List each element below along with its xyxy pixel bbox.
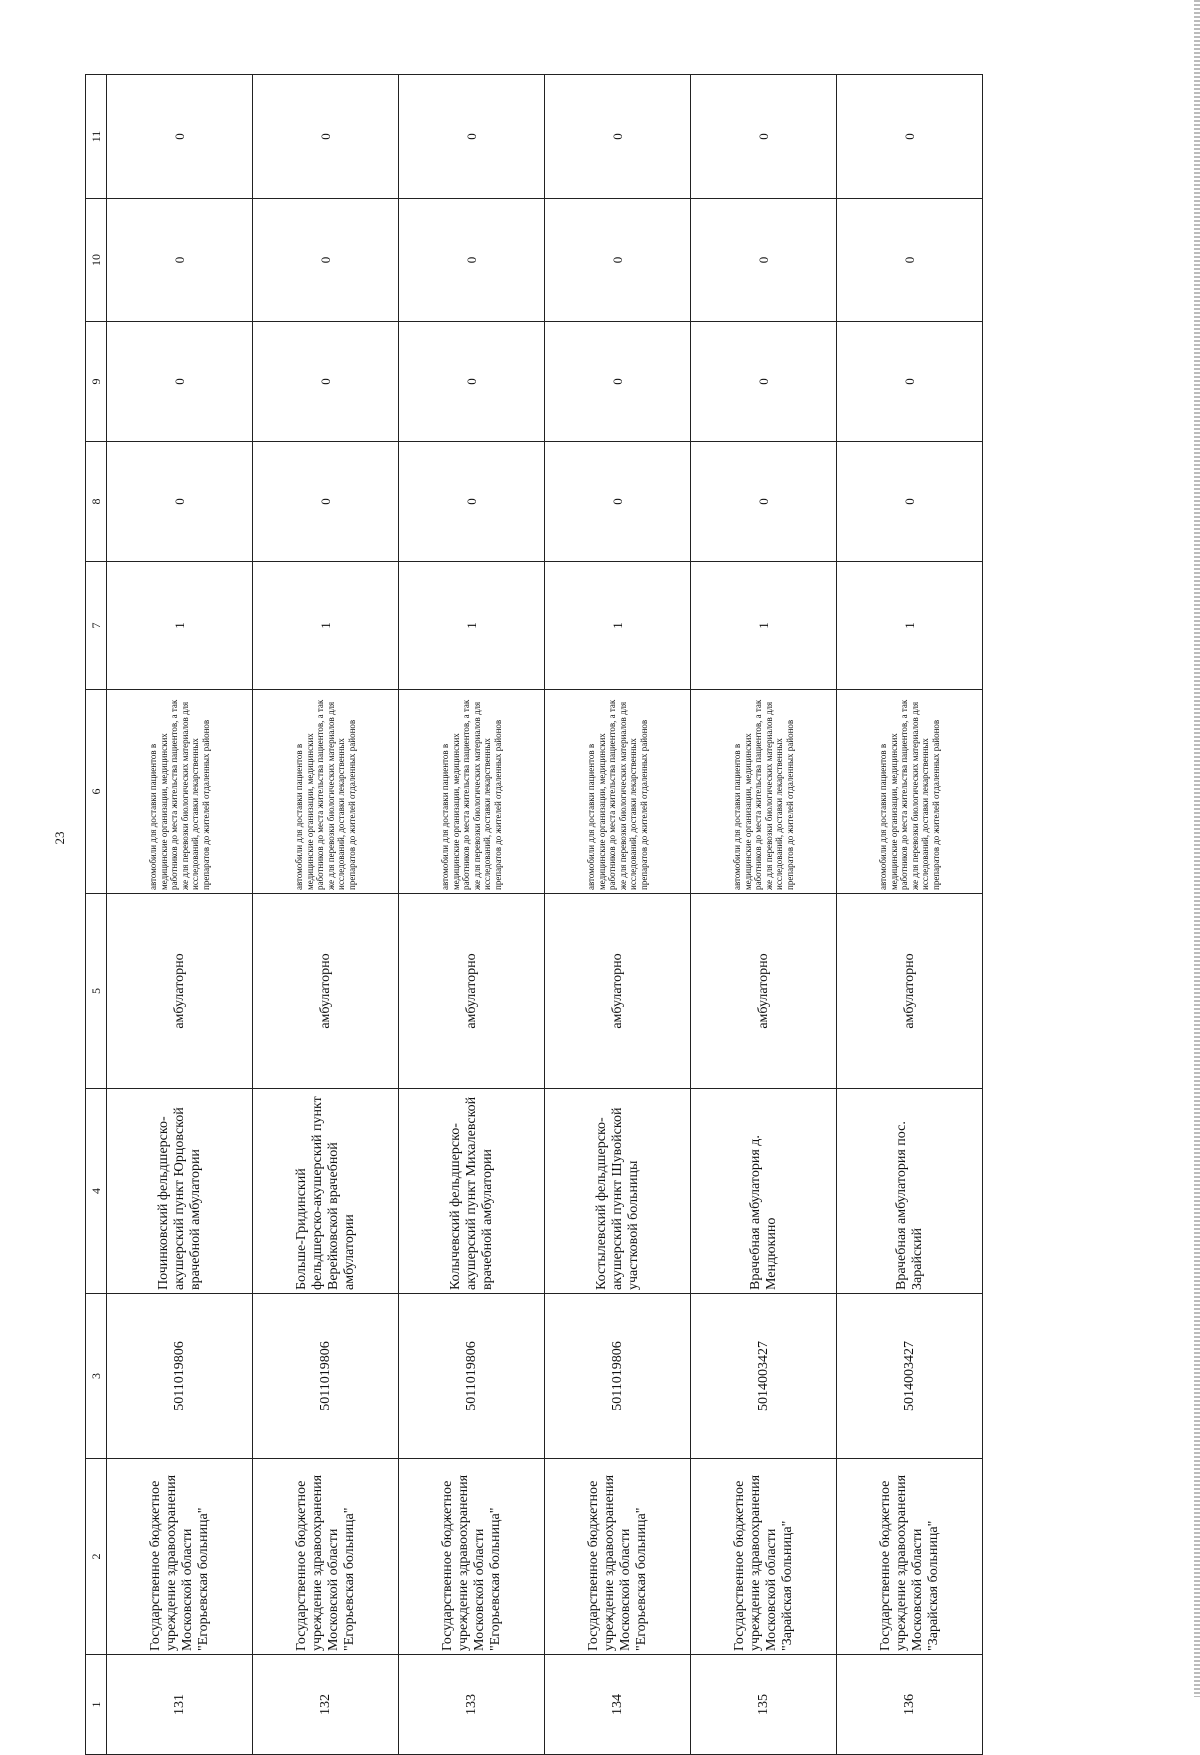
- row-number: 133: [399, 1655, 545, 1755]
- care-condition: амбулаторно: [399, 894, 545, 1089]
- value-col-8: 0: [253, 442, 399, 562]
- header-col-9: 9: [86, 322, 107, 442]
- table-row: [399, 75, 545, 1755]
- value-col-9: 0: [107, 322, 253, 442]
- value-col-7: 1: [545, 562, 691, 690]
- vehicle-purpose: автомобили для доставки пациентов в медицинские организации, медицинских работников до места жительства пациентов, а так же для перевозки биологических материалов для исследований, доставки лекарственных препаратов до жителей отдаленных районов: [253, 690, 399, 894]
- unit-name: Колычевский фельдшерско-акушерский пункт Михалевской врачебной амбулатории: [399, 1089, 545, 1294]
- value-col-11: 0: [253, 75, 399, 199]
- row-number: 131: [107, 1655, 253, 1755]
- value-col-9: 0: [691, 322, 837, 442]
- organization-name: Государственное бюджетное учреждение здравоохранения Московской области "Егорьевская больница": [107, 1459, 253, 1655]
- organization-name: Государственное бюджетное учреждение здравоохранения Московской области "Зарайская больница": [691, 1459, 837, 1655]
- header-col-3: 3: [86, 1294, 107, 1459]
- value-col-9: 0: [399, 322, 545, 442]
- care-condition: амбулаторно: [837, 894, 983, 1089]
- organization-name: Государственное бюджетное учреждение здравоохранения Московской области "Зарайская больница": [837, 1459, 983, 1655]
- header-col-4: 4: [86, 1089, 107, 1294]
- value-col-8: 0: [837, 442, 983, 562]
- value-col-7: 1: [837, 562, 983, 690]
- header-col-8: 8: [86, 442, 107, 562]
- header-row: [86, 75, 107, 1755]
- inn-code: 5014003427: [837, 1294, 983, 1459]
- header-col-5: 5: [86, 894, 107, 1089]
- row-number: 132: [253, 1655, 399, 1755]
- unit-name: Больше-Гридинский фельдшерско-акушерский пункт Верейковской врачебной амбулатории: [253, 1089, 399, 1294]
- value-col-7: 1: [399, 562, 545, 690]
- value-col-7: 1: [107, 562, 253, 690]
- unit-name: Врачебная амбулатория д. Мендюкино: [691, 1089, 837, 1294]
- value-col-11: 0: [399, 75, 545, 199]
- care-condition: амбулаторно: [107, 894, 253, 1089]
- value-col-8: 0: [399, 442, 545, 562]
- inn-code: 5014003427: [691, 1294, 837, 1459]
- unit-name: Врачебная амбулатория пос. Зарайский: [837, 1089, 983, 1294]
- value-col-8: 0: [107, 442, 253, 562]
- organization-name: Государственное бюджетное учреждение здравоохранения Московской области "Егорьевская больница": [253, 1459, 399, 1655]
- vehicle-purpose: автомобили для доставки пациентов в медицинские организации, медицинских работников до места жительства пациентов, а так же для перевозки биологических материалов для исследований, доставки лекарственных препаратов до жителей отдаленных районов: [107, 690, 253, 894]
- value-col-11: 0: [545, 75, 691, 199]
- table-row: [691, 75, 837, 1755]
- value-col-8: 0: [545, 442, 691, 562]
- value-col-7: 1: [691, 562, 837, 690]
- document-table: [85, 74, 983, 1755]
- inn-code: 5011019806: [107, 1294, 253, 1459]
- value-col-9: 0: [837, 322, 983, 442]
- vehicle-purpose: автомобили для доставки пациентов в медицинские организации, медицинских работников до места жительства пациентов, а так же для перевозки биологических материалов для исследований, доставки лекарственных препаратов до жителей отдаленных районов: [399, 690, 545, 894]
- unit-name: Костылевский фельдшерско-акушерский пункт Шувойской участковой больницы: [545, 1089, 691, 1294]
- rotated-page: [85, 75, 1045, 1755]
- value-col-10: 0: [691, 199, 837, 322]
- value-col-11: 0: [837, 75, 983, 199]
- table-row: [837, 75, 983, 1755]
- value-col-11: 0: [107, 75, 253, 199]
- table-row: [107, 75, 253, 1755]
- header-col-1: 1: [86, 1655, 107, 1755]
- care-condition: амбулаторно: [253, 894, 399, 1089]
- header-col-10: 10: [86, 199, 107, 322]
- row-number: 134: [545, 1655, 691, 1755]
- inn-code: 5011019806: [399, 1294, 545, 1459]
- value-col-10: 0: [399, 199, 545, 322]
- inn-code: 5011019806: [253, 1294, 399, 1459]
- organization-name: Государственное бюджетное учреждение здравоохранения Московской области "Егорьевская больница": [545, 1459, 691, 1655]
- inn-code: 5011019806: [545, 1294, 691, 1459]
- value-col-10: 0: [107, 199, 253, 322]
- value-col-9: 0: [253, 322, 399, 442]
- scan-edge: [1194, 0, 1200, 1697]
- row-number: 136: [837, 1655, 983, 1755]
- row-number: 135: [691, 1655, 837, 1755]
- header-col-2: 2: [86, 1459, 107, 1655]
- page-number: 23: [52, 831, 67, 845]
- unit-name: Починковский фельдшерско-акушерский пункт Юрцовской врачебной амбулатории: [107, 1089, 253, 1294]
- value-col-11: 0: [691, 75, 837, 199]
- value-col-10: 0: [545, 199, 691, 322]
- header-col-11: 11: [86, 75, 107, 199]
- table-row: [253, 75, 399, 1755]
- header-col-6: 6: [86, 690, 107, 894]
- value-col-7: 1: [253, 562, 399, 690]
- value-col-10: 0: [837, 199, 983, 322]
- vehicle-purpose: автомобили для доставки пациентов в медицинские организации, медицинских работников до места жительства пациентов, а так же для перевозки биологических материалов для исследований, доставки лекарственных препаратов до жителей отдаленных районов: [837, 690, 983, 894]
- care-condition: амбулаторно: [545, 894, 691, 1089]
- value-col-8: 0: [691, 442, 837, 562]
- value-col-10: 0: [253, 199, 399, 322]
- organization-name: Государственное бюджетное учреждение здравоохранения Московской области "Егорьевская больница": [399, 1459, 545, 1655]
- care-condition: амбулаторно: [691, 894, 837, 1089]
- table-row: [545, 75, 691, 1755]
- header-col-7: 7: [86, 562, 107, 690]
- vehicle-purpose: автомобили для доставки пациентов в медицинские организации, медицинских работников до места жительства пациентов, а так же для перевозки биологических материалов для исследований, доставки лекарственных препаратов до жителей отдаленных районов: [691, 690, 837, 894]
- value-col-9: 0: [545, 322, 691, 442]
- vehicle-purpose: автомобили для доставки пациентов в медицинские организации, медицинских работников до места жительства пациентов, а так же для перевозки биологических материалов для исследований, доставки лекарственных препаратов до жителей отдаленных районов: [545, 690, 691, 894]
